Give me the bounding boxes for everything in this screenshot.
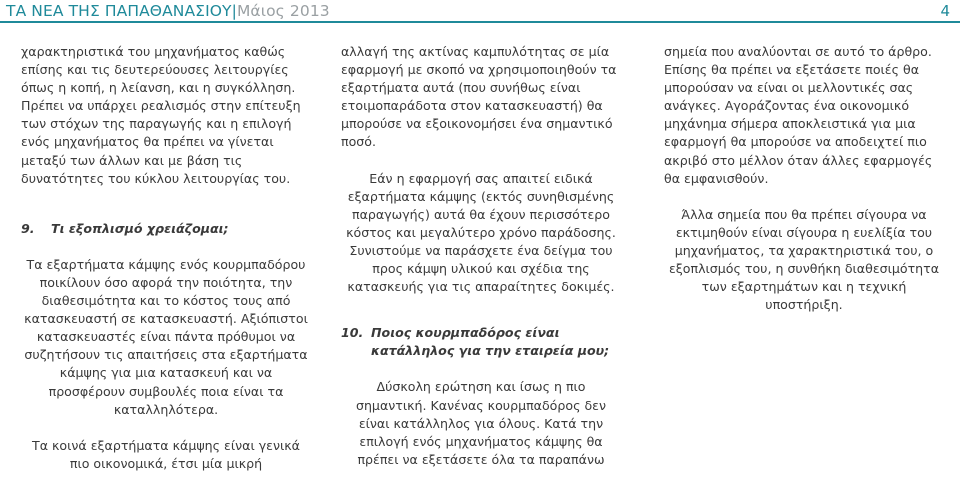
newsletter-name: ΤΑ ΝΕΑ ΤΗΣ ΠΑΠΑΘΑΝΑΣΙΟΥ [6,2,232,20]
section-9-title: Τι εξοπλισμό χρειάζομαι; [51,220,229,236]
title-separator: | [231,2,237,20]
header-rule [0,21,960,23]
col2-paragraph-1: αλλαγή της ακτίνας καμπυλότητας σε μία εφαρμογή με σκοπό να χρησιμοποιηθούν τα εξαρτήματα αυτά (που συνήθως είναι ετοιμοπαράδοτα στον κατασκευαστή) θα μπορούσε να εξοικονομήσει ένα σημαντικό ποσό. [341,44,617,150]
column-1 [21,43,311,473]
section-10-number: 10. [341,325,364,341]
section-9-number: 9. [21,220,35,236]
col1-paragraph-3: Τα κοινά εξαρτήματα κάμψης είναι γενικά πιο οικονομικά, έτσι μία μικρή [32,437,300,471]
section-9-heading [21,220,311,238]
col2-paragraph-2: Εάν η εφαρμογή σας απαιτεί ειδικά εξαρτήματα κάμψης (εκτός συνηθισμένης παραγωγής) αυτά θα έχουν περισσότερο κόστος και μεγαλύτερο χρόνο παράδοσης. Συνιστούμε να παράσχετε ένα δείγμα του προς κάμψη υλικού και σχέδια της κατασκευής για τις απαραίτητες δοκιμές. [346,170,616,295]
col3-paragraph-1: σημεία που αναλύονται σε αυτό το άρθρο. Επίσης θα πρέπει να εξετάσετε ποιές θα μπορούσαν να είναι οι μελλοντικές σας ανάγκες. Αγοράζοντας ένα οικονομικό μηχάνημα σήμερα αποκλειστικά για μια εφαρμογή θα μπορούσε να αποδειχτεί πιο ακριβό στο μέλλον όταν άλλες εφαρμογές θα εμφανισθούν. [664,44,933,186]
column-3 [664,43,944,314]
page-number: 4 [940,2,950,20]
col1-paragraph-2: Τα εξαρτήματα κάμψης ενός κουρμπαδόρου ποικίλουν όσο αφορά την ποιότητα, την διαθεσιμότητα και το κόστος τους από κατασκευαστή σε κατασκευαστή. Αξιόπιστοι κατασκευαστές είναι πάντα πρόθυμοι να συζητήσουν τις απαιτήσεις στα εξαρτήματα κάμψης για μια κατασκευή και να προσφέρουν συμβουλές ποια είναι τα καταλληλότερα. [24,256,308,417]
section-10-heading [341,324,621,360]
issue-date: Μάιος 2013 [236,2,330,20]
col3-paragraph-2: Άλλα σημεία που θα πρέπει σίγουρα να εκτιμηθούν είναι σίγουρα η ευελίξία του μηχανήματος, τα χαρακτηριστικά του, ο εξοπλισμός του, η συνθήκη διαθεσιμότητα των εξαρτημάτων και η τεχνική υποστήριξη. [668,206,940,313]
section-10-title: Ποιος κουρμπαδόρος είναι κατάλληλος για την εταιρεία μου; [371,325,610,359]
column-2 [341,43,621,469]
newsletter-title [6,2,330,20]
page-header [0,0,960,30]
col2-paragraph-3: Δύσκολη ερώτηση και ίσως η πιο σημαντική. Κανένας κουρμπαδόρος δεν είναι κατάλληλος για όλους. Κατά την επιλογή ενός μηχανήματος κάμψης θα πρέπει να εξετάσετε όλα τα παραπάνω [355,379,607,467]
col1-paragraph-1: χαρακτηριστικά του μηχανήματος καθώς επίσης και τις δευτερεύουσες λειτουργίες όπως η κοπή, η λείανση, και η συγκόλληση. Πρέπει να υπάρχει ρεαλισμός στην επίτευξη των στόχων της παραγωγής και η επιλογή ενός μηχανήματος θα πρέπει να γίνεται μεταξύ των άλλων και με βάση τις δυνατότητες του κύκλου λειτουργίας του. [21,44,301,186]
